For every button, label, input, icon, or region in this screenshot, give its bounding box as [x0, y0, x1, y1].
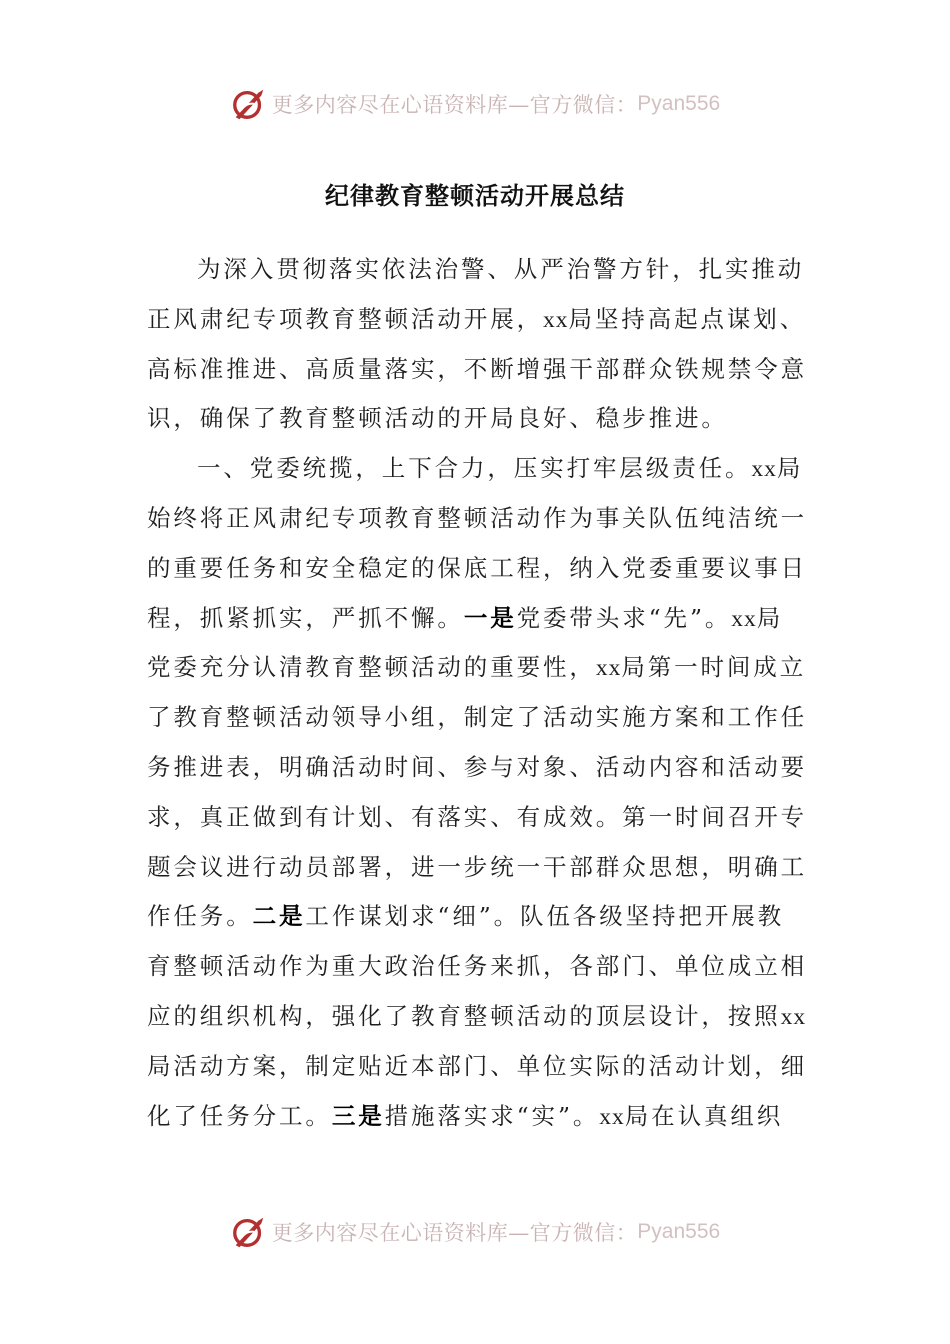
body-text-segment: xx: [543, 306, 569, 333]
body-text-segment: 高标准推进、高质量落实，不断增强干部群众铁规禁令意: [147, 354, 807, 383]
bold-keyword: 三是: [331, 1101, 385, 1130]
body-text-segment: 为深入贯彻落实依法治警、从严治警方针，扎实推动: [197, 255, 805, 283]
body-text-segment: 应的组织机构，强化了教育整顿活动的顶层设计，按照: [147, 1001, 781, 1030]
body-line: [147, 544, 807, 594]
body-line: [147, 295, 807, 345]
body-text-segment: 局坚持高起点谋划、: [568, 304, 807, 333]
body-text-segment: 党委带头求“先”。: [516, 603, 732, 632]
body-text-segment: xx: [751, 456, 777, 483]
body-line: [147, 643, 807, 693]
body-text-segment: 工作谋划求“细”。队伍各级坚持把开展教: [305, 902, 785, 931]
watermark-text: 更多内容尽在心语资料库—官方微信：: [271, 1221, 638, 1245]
body-line: [147, 942, 807, 992]
body-text-segment: 措施落实求“实”。: [384, 1101, 600, 1130]
pen-logo-icon: [230, 85, 268, 123]
body-line: [147, 245, 805, 295]
body-text-segment: 正风肃纪专项教育整顿活动开展，: [147, 304, 543, 333]
watermark-wechat-id: Pyan556: [637, 92, 721, 115]
watermark-banner-bottom: [0, 1212, 950, 1252]
document-body: [147, 245, 807, 1141]
body-text-segment: 育整顿活动作为重大政治任务来抓，各部门、单位成立相: [147, 952, 807, 981]
body-text-segment: 作任务。: [147, 902, 253, 931]
body-text-segment: 务推进表，明确活动时间、参与对象、活动内容和活动要: [147, 752, 807, 781]
body-line: [147, 793, 807, 843]
body-text-segment: 局第一时间成立: [621, 653, 807, 682]
document-title: 纪律教育整顿活动开展总结: [325, 182, 625, 210]
body-line: [147, 843, 807, 893]
body-line: [147, 693, 807, 743]
watermark-content: [230, 85, 720, 123]
body-text-segment: 党委充分认清教育整顿活动的重要性，: [147, 653, 596, 682]
body-text-segment: xx: [731, 605, 757, 632]
body-line: [147, 1092, 787, 1142]
pen-logo-icon: [230, 1213, 268, 1251]
body-text-segment: 求，真正做到有计划、有落实、有成效。第一时间召开专: [147, 802, 807, 831]
body-line: [147, 1042, 807, 1092]
body-line: [147, 345, 807, 395]
body-line: [147, 992, 807, 1042]
body-line: [147, 594, 787, 644]
body-text-segment: xx: [780, 1003, 807, 1030]
body-text-segment: 局活动方案，制定贴近本部门、单位实际的活动计划，细: [147, 1051, 807, 1080]
body-text-segment: xx: [599, 1103, 625, 1130]
body-line: [147, 892, 787, 942]
body-text-segment: 化了任务分工。: [147, 1101, 332, 1130]
body-line: [147, 394, 787, 444]
bold-keyword: 一是: [463, 603, 517, 632]
body-text-segment: 始终将正风肃纪专项教育整顿活动作为事关队伍纯洁统一: [147, 503, 807, 532]
body-text-segment: 程，抓紧抓实，严抓不懈。: [147, 603, 464, 632]
body-line: [147, 444, 804, 494]
body-text-segment: 一、党委统揽，上下合力，压实打牢层级责任。: [197, 454, 752, 483]
body-text-segment: 局: [776, 454, 804, 483]
watermark-text: 更多内容尽在心语资料库—官方微信：: [271, 93, 638, 117]
body-text-segment: 识，确保了教育整顿活动的开局良好、稳步推进。: [147, 404, 728, 433]
body-text-segment: xx: [595, 655, 622, 682]
watermark-banner-top: [0, 84, 950, 124]
body-text-segment: 局: [756, 603, 784, 632]
body-text-segment: 的重要任务和安全稳定的保底工程，纳入党委重要议事日: [147, 553, 807, 582]
watermark-wechat-id: Pyan556: [637, 1220, 721, 1243]
body-text-segment: 了教育整顿活动领导小组，制定了活动实施方案和工作任: [147, 703, 807, 732]
bold-keyword: 二是: [252, 902, 306, 931]
body-line: [147, 494, 807, 544]
watermark-content: [230, 1213, 720, 1251]
body-text-segment: 题会议进行动员部署，进一步统一干部群众思想，明确工: [147, 852, 807, 881]
body-text-segment: 局在认真组织: [624, 1101, 784, 1130]
body-line: [147, 743, 807, 793]
